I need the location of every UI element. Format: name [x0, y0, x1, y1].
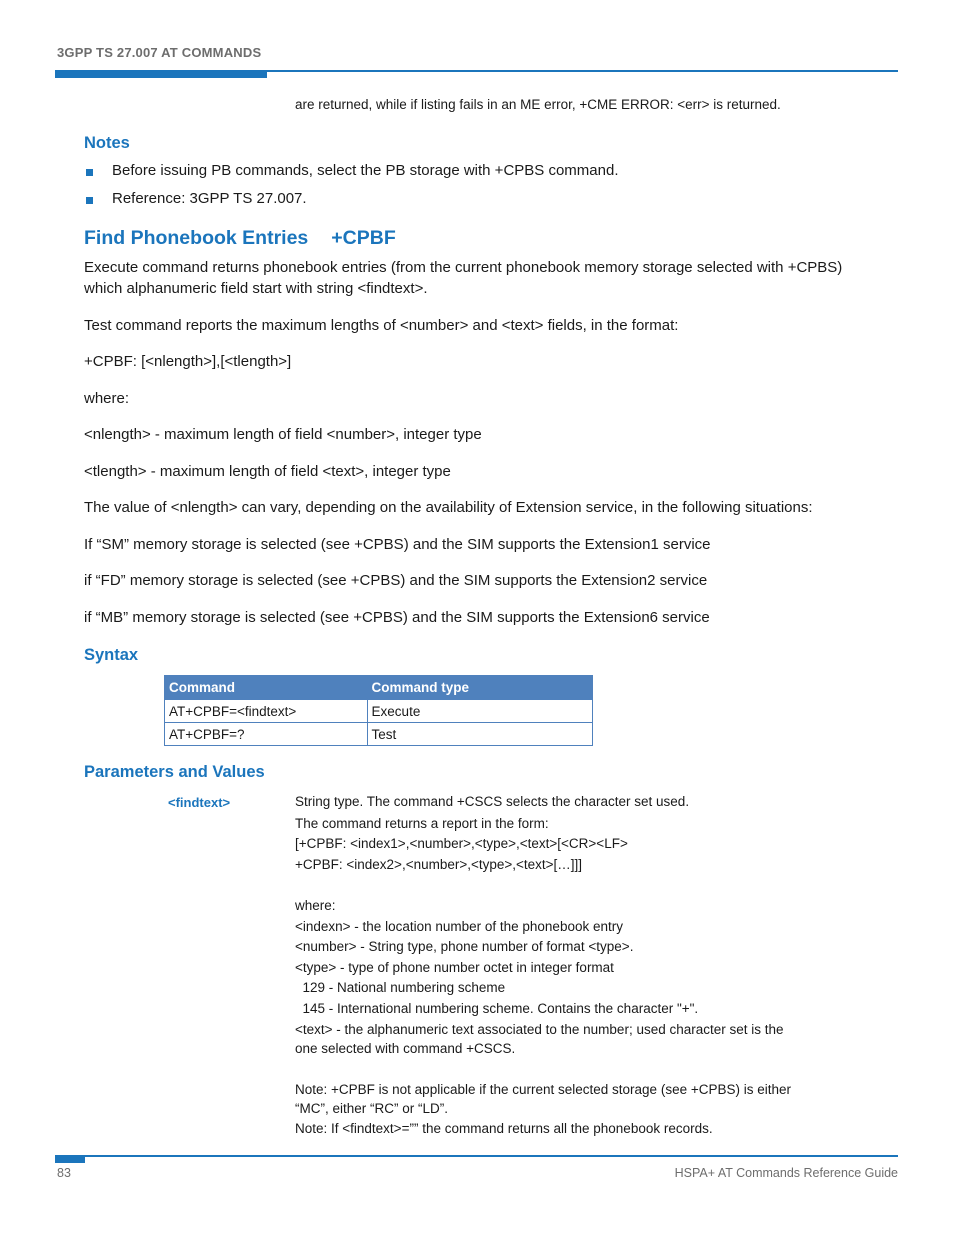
parameter-description-line: +CPBF: <index2>,<number>,<type>,<text>[…]]]: [295, 857, 583, 872]
paragraph: if “MB” memory storage is selected (see +CPBS) and the SIM supports the Extension6 service: [84, 609, 710, 626]
parameter-description-line: where:: [295, 898, 336, 913]
table-row: [165, 700, 593, 723]
paragraph: where:: [84, 390, 130, 407]
paragraph: if “FD” memory storage is selected (see +CPBS) and the SIM supports the Extension2 service: [84, 572, 708, 589]
header-accent-bar: [55, 70, 267, 78]
column-header: Command type: [367, 676, 592, 700]
section-title-text: Find Phonebook Entries: [84, 227, 309, 249]
parameter-description-line: <indexn> - the location number of the phonebook entry: [295, 919, 623, 934]
footer-rule: [55, 1155, 898, 1157]
paragraph: Test command reports the maximum lengths of <number> and <text> fields, in the format:: [84, 317, 679, 334]
parameter-description-line: <number> - String type, phone number of format <type>.: [295, 939, 634, 954]
parameter-description-line: Note: +CPBF is not applicable if the current selected storage (see +CPBS) is either: [295, 1082, 791, 1097]
continued-text: are returned, while if listing fails in an ME error, +CME ERROR: <err> is returned.: [295, 97, 781, 112]
paragraph: <nlength> - maximum length of field <number>, integer type: [84, 426, 482, 443]
parameter-description-line: Note: If <findtext>=”” the command returns all the phonebook records.: [295, 1121, 713, 1136]
table-header-row: [165, 676, 593, 700]
note-item: Reference: 3GPP TS 27.007.: [112, 190, 307, 207]
note-item: Before issuing PB commands, select the PB storage with +CPBS command.: [112, 162, 619, 179]
parameter-description-line: “MC”, either “RC” or “LD”.: [295, 1101, 449, 1116]
footer-accent-bar: [55, 1155, 85, 1163]
parameter-name: <findtext>: [168, 795, 231, 810]
running-header: 3GPP TS 27.007 AT COMMANDS: [57, 45, 262, 60]
parameter-description-line: The command returns a report in the form:: [295, 816, 549, 831]
paragraph: If “SM” memory storage is selected (see +CPBS) and the SIM supports the Extension1 service: [84, 536, 711, 553]
paragraph: <tlength> - maximum length of field <text>, integer type: [84, 463, 451, 480]
bullet-icon: [86, 197, 93, 204]
table-cell: AT+CPBF=?: [165, 723, 368, 746]
table-cell: Execute: [367, 700, 592, 723]
footer-title: HSPA+ AT Commands Reference Guide: [674, 1166, 898, 1180]
table-cell: Test: [367, 723, 592, 746]
parameter-description-line: one selected with command +CSCS.: [295, 1041, 516, 1056]
notes-heading: Notes: [84, 134, 130, 152]
parameter-description-line: 129 - National numbering scheme: [295, 980, 506, 995]
table-row: [165, 723, 593, 746]
column-header: Command: [165, 676, 368, 700]
table-cell: AT+CPBF=<findtext>: [165, 700, 368, 723]
syntax-heading: Syntax: [84, 646, 139, 664]
paragraph: +CPBF: [<nlength>],[<tlength>]: [84, 353, 292, 370]
parameter-description-line: <type> - type of phone number octet in integer format: [295, 960, 614, 975]
parameters-heading: Parameters and Values: [84, 763, 265, 781]
paragraph: The value of <nlength> can vary, depending on the availability of Extension service, in the following situations:: [84, 499, 813, 516]
parameter-description-line: [+CPBF: <index1>,<number>,<type>,<text>[<CR><LF>: [295, 836, 628, 851]
section-command: +CPBF: [331, 227, 396, 249]
parameter-description-line: <text> - the alphanumeric text associated to the number; used character set is the: [295, 1022, 784, 1037]
parameter-description-line: String type. The command +CSCS selects the character set used.: [295, 794, 690, 809]
bullet-icon: [86, 169, 93, 176]
parameter-description-line: 145 - International numbering scheme. Contains the character "+".: [295, 1001, 699, 1016]
paragraph: Execute command returns phonebook entries (from the current phonebook memory storage selected with +CPBS): [84, 259, 843, 276]
page-number: 83: [57, 1166, 71, 1180]
section-title: [84, 227, 396, 250]
paragraph: which alphanumeric field start with string <findtext>.: [84, 280, 428, 297]
syntax-table: [164, 675, 593, 746]
